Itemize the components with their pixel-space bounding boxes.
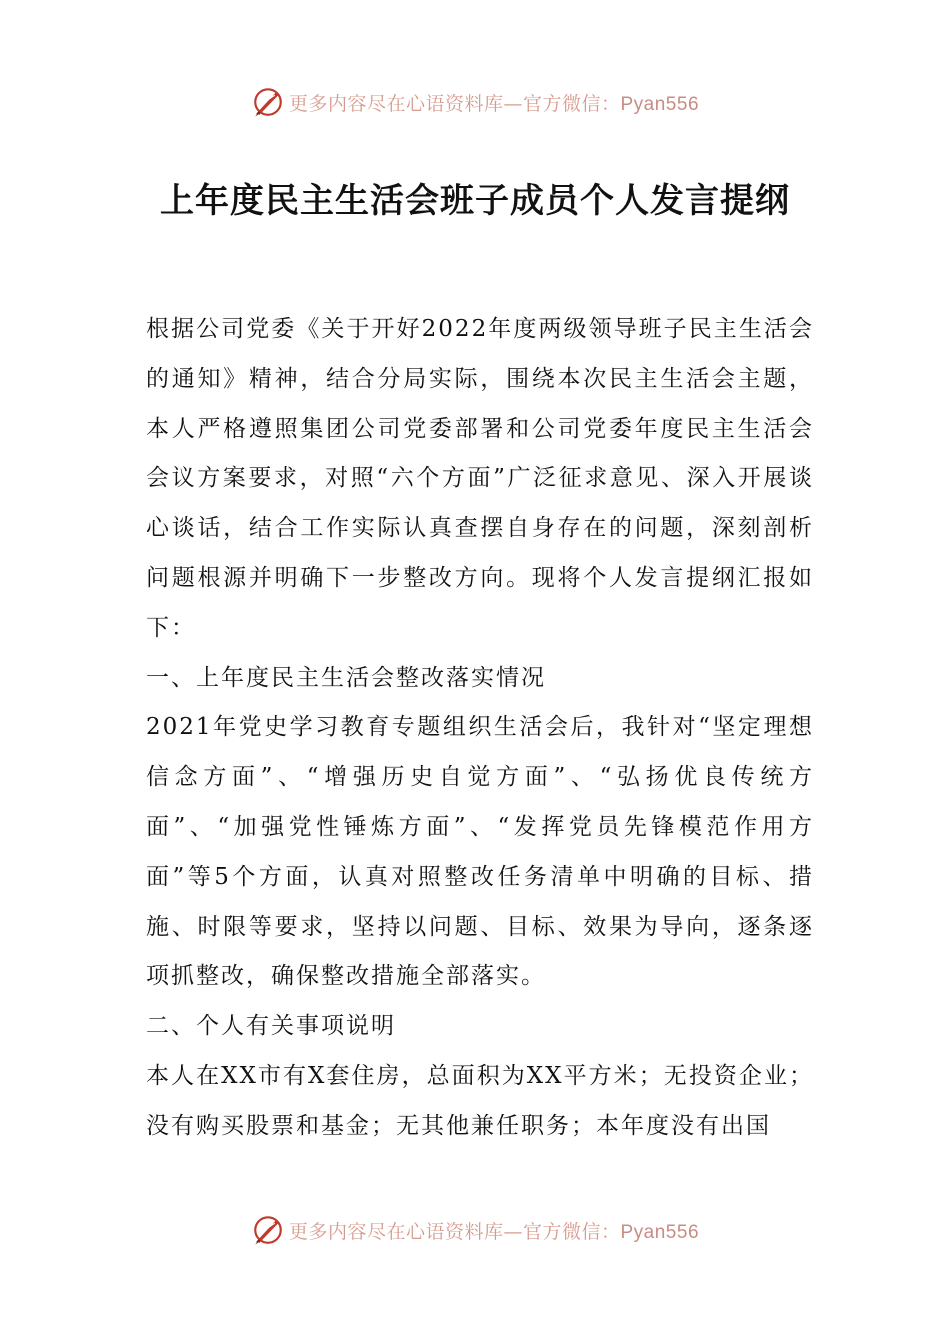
footer-watermark bbox=[0, 1210, 950, 1250]
watermark-wechat-id: Pyan556 bbox=[620, 1221, 700, 1243]
pen-quill-logo-icon bbox=[251, 85, 285, 119]
watermark-text: 更多内容尽在心语资料库—官方微信：Pyan556 bbox=[288, 1220, 700, 1243]
body-paragraph: 本人在XX市有X套住房，总面积为XX平方米；无投资企业；没有购买股票和基金；无其他兼任职务；本年度没有出国 bbox=[146, 1062, 814, 1139]
document-title: 上年度民主生活会班子成员个人发言提纲 bbox=[160, 181, 790, 221]
document-body bbox=[146, 305, 814, 1152]
header-watermark bbox=[0, 82, 950, 122]
watermark-wechat-id: Pyan556 bbox=[620, 93, 700, 115]
body-paragraph: 根据公司党委《关于开好2022年度两级领导班子民主生活会的通知》精神，结合分局实际，围绕本次民主生活会主题，本人严格遵照集团公司党委部署和公司党委年度民主生活会会议方案要求，对照“六个方面”广泛征求意见、深入开展谈心谈话，结合工作实际认真查摆自身存在的问题，深刻剖析问题根源并明确下一步整改方向。现将个人发言提纲汇报如下： bbox=[146, 316, 814, 641]
section-heading: 二、个人有关事项说明 bbox=[146, 1013, 396, 1040]
watermark-text: 更多内容尽在心语资料库—官方微信：Pyan556 bbox=[288, 92, 700, 115]
body-paragraph: 2021年党史学习教育专题组织生活会后，我针对“坚定理想信念方面”、“增强历史自觉方面”、“弘扬优良传统方面”、“加强党性锤炼方面”、“发挥党员先锋模范作用方面”等5个方面，认真对照整改任务清单中明确的目标、措施、时限等要求，坚持以问题、目标、效果为导向，逐条逐项抓整改，确保整改措施全部落实。 bbox=[146, 714, 814, 990]
pen-quill-logo-icon bbox=[251, 1213, 285, 1247]
section-heading: 一、上年度民主生活会整改落实情况 bbox=[146, 664, 546, 691]
